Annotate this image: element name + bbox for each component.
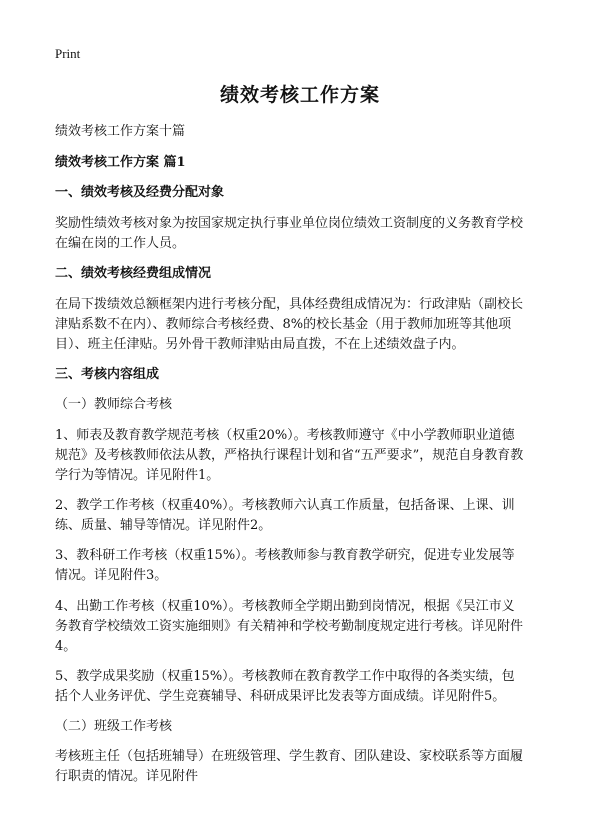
paragraph-line: 行职责的情况。详见附件 <box>55 769 199 784</box>
paragraph-line: 规范》及考核教师依法从教，严格执行课程计划和省“五严要求”，规范自身教育教 <box>55 448 524 463</box>
paragraph-line: 情况。详见附件3。 <box>55 568 168 583</box>
print-label[interactable]: Print <box>55 46 81 61</box>
paragraph-line: 考核班主任（包括班辅导）在班级管理、学生教育、团队建设、家校联系等方面履 <box>55 749 524 764</box>
chapter-heading: 绩效考核工作方案 篇1 <box>55 155 186 170</box>
section-heading: 二、绩效考核经费组成情况 <box>55 266 212 281</box>
paragraph-line: 练、质量、辅导等情况。详见附件2。 <box>55 518 272 533</box>
section-heading: 一、绩效考核及经费分配对象 <box>55 185 225 200</box>
paragraph-line: 4。 <box>55 639 77 654</box>
page-title: 绩效考核工作方案 <box>219 84 380 106</box>
section-heading: 三、考核内容组成 <box>55 367 160 382</box>
paragraph-line: 学行为等情况。详见附件1。 <box>55 468 220 483</box>
paragraph-line: 务教育学校绩效工资实施细则》有关精神和学校考勤制度规定进行考核。详见附件 <box>55 619 524 634</box>
paragraph-line: 在局下拨绩效总额框架内进行考核分配，具体经费组成情况为：行政津贴（副校长 <box>55 297 524 312</box>
paragraph-line: 括个人业务评优、学生竞赛辅导、科研成果评比发表等方面成绩。详见附件5。 <box>55 689 506 704</box>
paragraph-line: 3、教科研工作考核（权重15%）。考核教师参与教育教学研究，促进专业发展等 <box>55 548 515 563</box>
paragraph-line: 2、教学工作考核（权重40%）。考核教师六认真工作质量，包括备课、上课、训 <box>55 498 515 513</box>
paragraph-line: 1、师表及教育教学规范考核（权重20%）。考核教师遵守《中小学教师职业道德 <box>55 428 515 443</box>
subsection-heading: （二）班级工作考核 <box>55 719 173 734</box>
paragraph-line: 津贴系数不在内）、教师综合考核经费、8%的校长基金（用于教师加班等其他项 <box>55 317 512 332</box>
document-subtitle: 绩效考核工作方案十篇 <box>55 124 186 139</box>
paragraph-line: 4、出勤工作考核（权重10%）。考核教师全学期出勤到岗情况，根据《吴江市义 <box>55 599 515 614</box>
paragraph-line: 在编在岗的工作人员。 <box>55 236 186 251</box>
paragraph-line: 5、教学成果奖励（权重15%）。考核教师在教育教学工作中取得的各类实绩，包 <box>55 669 515 684</box>
paragraph-line: 奖励性绩效考核对象为按国家规定执行事业单位岗位绩效工资制度的义务教育学校 <box>55 216 524 231</box>
subsection-heading: （一）教师综合考核 <box>55 397 173 412</box>
paragraph-line: 目）、班主任津贴。另外骨干教师津贴由局直拨，不在上述绩效盘子内。 <box>55 337 465 352</box>
